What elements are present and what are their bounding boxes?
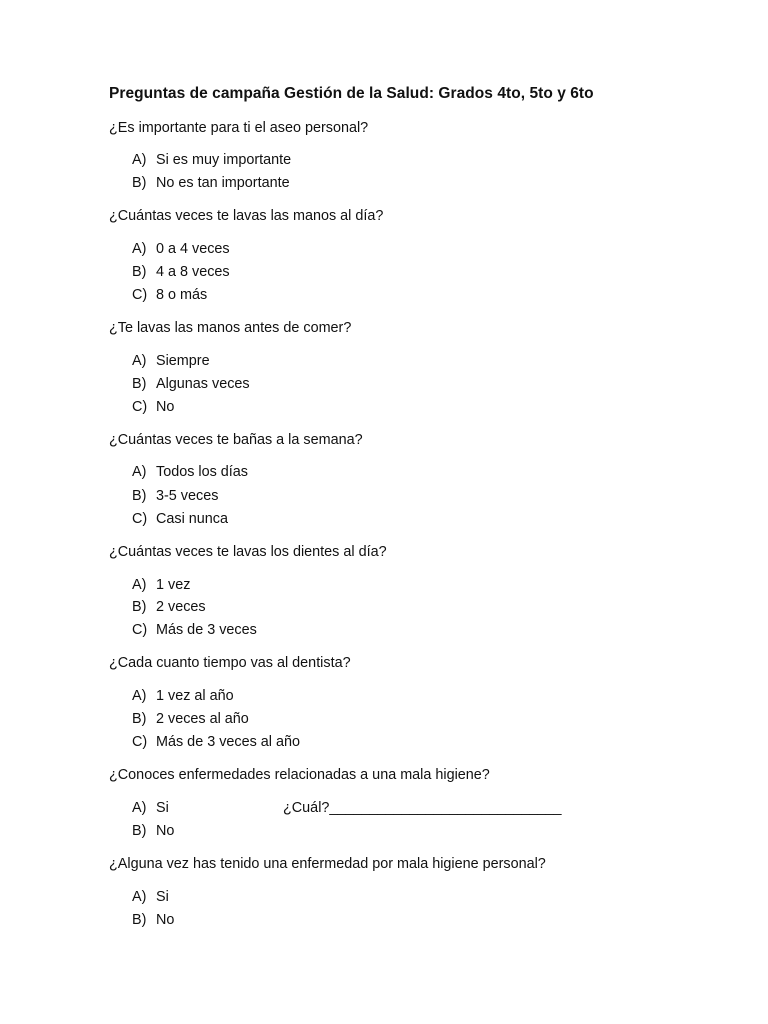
option-3b xyxy=(132,376,250,392)
option-text: Siempre xyxy=(156,353,210,369)
option-text: 2 veces al año xyxy=(156,711,249,727)
option-1a xyxy=(132,152,291,168)
option-letter: B) xyxy=(132,711,147,727)
question-3: ¿Te lavas las manos antes de comer? xyxy=(109,320,352,336)
option-text: 0 a 4 veces xyxy=(156,241,230,257)
option-letter: A) xyxy=(132,800,147,816)
option-letter: A) xyxy=(132,152,147,168)
option-letter: A) xyxy=(132,889,147,905)
option-letter: B) xyxy=(132,488,147,504)
option-letter: C) xyxy=(132,511,148,527)
option-7a xyxy=(132,800,169,816)
question-7: ¿Conoces enfermedades relacionadas a una mala higiene? xyxy=(109,767,490,783)
option-letter: B) xyxy=(132,376,147,392)
option-3a xyxy=(132,353,210,369)
which-one-blank: ¿Cuál?_____________________________ xyxy=(283,800,562,816)
option-letter: B) xyxy=(132,912,147,928)
option-5a xyxy=(132,577,190,593)
question-2: ¿Cuántas veces te lavas las manos al día? xyxy=(109,208,384,224)
option-letter: B) xyxy=(132,599,147,615)
option-7b xyxy=(132,823,174,839)
option-8a xyxy=(132,889,169,905)
option-letter: A) xyxy=(132,241,147,257)
option-text: No xyxy=(156,912,175,928)
option-letter: A) xyxy=(132,353,147,369)
question-6: ¿Cada cuanto tiempo vas al dentista? xyxy=(109,655,351,671)
option-letter: A) xyxy=(132,688,147,704)
option-4b xyxy=(132,488,218,504)
question-4: ¿Cuántas veces te bañas a la semana? xyxy=(109,432,363,448)
option-text: No es tan importante xyxy=(156,175,290,191)
option-text: Si xyxy=(156,800,169,816)
option-text: Más de 3 veces al año xyxy=(156,734,300,750)
option-text: 1 vez xyxy=(156,577,191,593)
option-6c xyxy=(132,734,300,750)
option-5b xyxy=(132,599,206,615)
document-title: Preguntas de campaña Gestión de la Salud: Grados 4to, 5to y 6to xyxy=(109,85,594,102)
option-letter: B) xyxy=(132,175,147,191)
option-text: Si xyxy=(156,889,169,905)
option-2b xyxy=(132,264,230,280)
option-8b xyxy=(132,912,174,928)
option-letter: C) xyxy=(132,734,148,750)
option-letter: A) xyxy=(132,464,147,480)
option-text: Todos los días xyxy=(156,464,248,480)
option-text: 3-5 veces xyxy=(156,488,219,504)
option-text: Más de 3 veces xyxy=(156,622,257,638)
option-letter: C) xyxy=(132,287,148,303)
option-4c xyxy=(132,511,228,527)
option-text: 4 a 8 veces xyxy=(156,264,230,280)
option-text: No xyxy=(156,823,175,839)
option-text: 2 veces xyxy=(156,599,206,615)
option-6b xyxy=(132,711,249,727)
option-letter: B) xyxy=(132,264,147,280)
option-1b xyxy=(132,175,290,191)
option-text: No xyxy=(156,399,175,415)
option-3c xyxy=(132,399,174,415)
option-text: Si es muy importante xyxy=(156,152,292,168)
option-letter: B) xyxy=(132,823,147,839)
option-2c xyxy=(132,287,207,303)
option-text: Casi nunca xyxy=(156,511,228,527)
option-text: Algunas veces xyxy=(156,376,250,392)
option-letter: C) xyxy=(132,399,148,415)
option-text: 1 vez al año xyxy=(156,688,234,704)
option-letter: A) xyxy=(132,577,147,593)
question-5: ¿Cuántas veces te lavas los dientes al día? xyxy=(109,544,387,560)
question-1: ¿Es importante para ti el aseo personal? xyxy=(109,120,369,136)
question-8: ¿Alguna vez has tenido una enfermedad por mala higiene personal? xyxy=(109,856,546,872)
option-4a xyxy=(132,464,248,480)
option-6a xyxy=(132,688,234,704)
option-letter: C) xyxy=(132,622,148,638)
option-text: 8 o más xyxy=(156,287,208,303)
option-5c xyxy=(132,622,257,638)
option-2a xyxy=(132,241,230,257)
